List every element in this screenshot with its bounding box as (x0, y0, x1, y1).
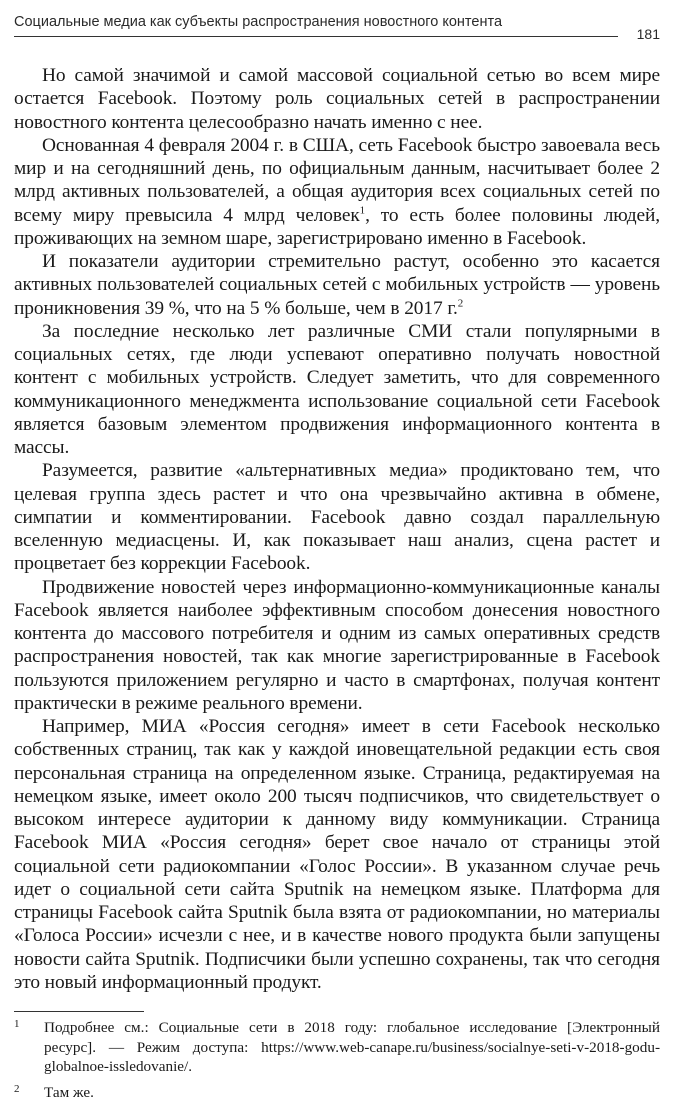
footnote-ref-2: 2 (457, 297, 464, 310)
paragraph-5: Разумеется, развитие «альтернативных медиа» продиктовано тем, что целевая группа здесь растет и что она чрезвычайно активна в обмене, симпатии и комментировании. Facebook давно создал параллельную вселенную медиасцены. И, как показывает наш анализ, сцена растет и процветает без коррекции Facebook. (14, 460, 660, 575)
running-header (14, 12, 660, 40)
running-header-title: Социальные медиа как субъекты распространения новостного контента (14, 14, 503, 30)
page-number: 181 (636, 26, 660, 42)
paragraph-6: Продвижение новостей через информационно-коммуникационные каналы Facebook является наиболее эффективным способом донесения новостного контента до массового потребителя и одним из самых оперативных средств распространения новостей, так как многие зарегистрированные в Facebook пользуются приложением регулярно и часто в смартфонах, получая контент практически в режиме реального времени. (14, 576, 660, 714)
paragraph-3: И показатели аудитории стремительно растут, особенно это касается активных пользователей социальных сетей с мобильных устройств — уровень проникновения 39 %, что на 5 % больше, чем в 2017 г.$^2$ (14, 251, 660, 319)
footnote-2 (14, 1083, 660, 1103)
paragraph-2: Основанная 4 февраля 2004 г. в США, сеть Facebook быстро завоевала весь мир и на сегодняшний день, по официальным данным, насчитывает более 2 млрд активных пользователей, а общая аудитория всех социальных сетей по всему миру превысила 4 млрд человек$^1$, то есть более половины людей, проживающих на земном шаре, зарегистрировано именно в Facebook. (14, 134, 660, 249)
paragraph-1: Но самой значимой и самой массовой социальной сетью во всем мире остается Facebook. Поэтому роль социальных сетей в распространении новостного контента целесообразно начать именно с нее. (14, 65, 660, 133)
footnote-number: 2 (14, 1082, 20, 1095)
footnote-1 (14, 1018, 660, 1077)
footnote-text: Там же. (44, 1083, 94, 1101)
header-rule (14, 36, 618, 37)
footnote-text: Подробнее см.: Социальные сети в 2018 году: глобальное исследование [Электронный ресурс]. — Режим доступа: https://www.web-canape.ru/business/socialnye-seti-v-2018-godu-globalnoe-issledovanie/. (44, 1019, 660, 1075)
footnote-number: 1 (14, 1018, 20, 1030)
paragraph-7: Например, МИА «Россия сегодня» имеет в сети Facebook несколько собственных страниц, так как у каждой иновещательной редакции есть своя персональная страница на определенном языке. Страница, редактируемая на немецком языке, имеет около 200 тысяч подписчиков, что свидетельствует о высоком интересе аудитории к данному виду коммуникации. Страница Facebook МИА «Россия сегодня» берет свое начало от страницы этой социальной сети радиокомпании «Голос России». В указанном случае речь идет о социальной сети сайта Sputnik на немецком языке. Платформа для страницы Facebook сайта Sputnik была взята от радиокомпании, но материалы «Голоса России» исчезли с нее, и в качестве нового продукта были запущены новости сайта Sputnik. Подписчики были успешно сохранены, так что сегодня это новый информационный продукт. (14, 716, 660, 993)
footnote-ref-1: 1 (359, 204, 366, 217)
footnotes (14, 1018, 660, 1108)
paragraph-4: За последние несколько лет различные СМИ стали популярными в социальных сетях, где люди успевают оперативно получать новостной контент с мобильных устройств. Следует заметить, что для современного коммуникационного менеджмента использование социальной сети Facebook является базовым элементом продвижения информационного контента в массы. (14, 320, 660, 458)
body-text (14, 64, 660, 994)
footnote-rule (14, 1011, 144, 1012)
